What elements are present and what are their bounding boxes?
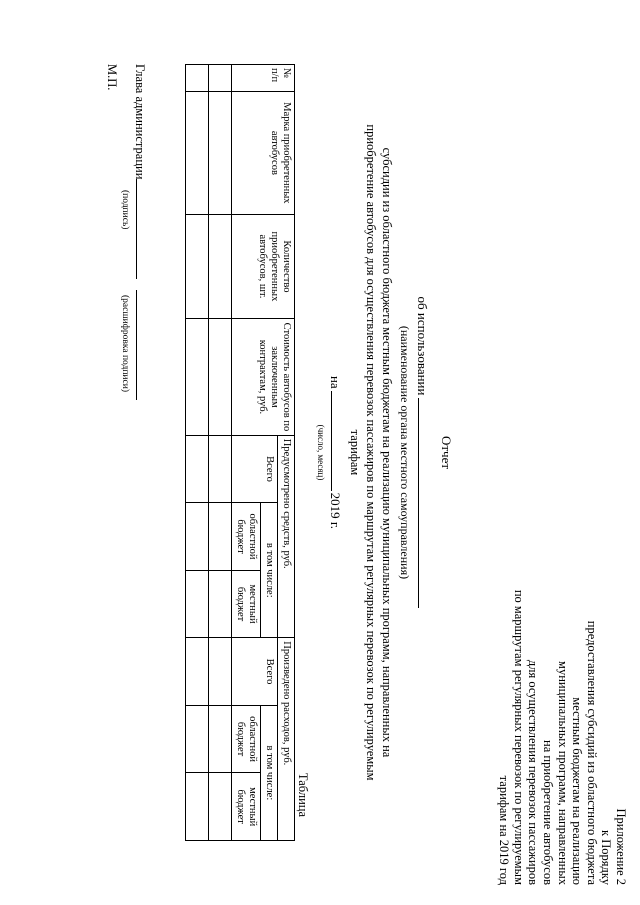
table-cell[interactable] [209,638,232,706]
appendix-line: для осуществления перевозок пассажиров [526,659,541,885]
table-cell[interactable] [209,705,232,773]
header-spent: Произведено расходов, руб. [278,638,295,841]
subject-line-1: субсидии из областного бюджета местным бюджетам на реализацию муниципальных программ, направленных на [380,147,394,758]
table-cell[interactable] [209,92,232,215]
appendix-line: на приобретение автобусов [541,740,556,885]
appendix-line: тарифам на 2019 год [497,775,512,885]
header-brand: Марка приобретенных автобусов [232,92,295,215]
appendix-header [497,590,628,885]
signature-caption: (подпись) [120,190,130,230]
decode-caption: (расшифровка подписи) [120,295,130,392]
organization-blank[interactable] [418,398,430,608]
table-cell[interactable] [186,638,209,706]
subject-line-2: приобретение автобусов для осуществления перевозок пассажиров по маршрутам регулярных перевозок по регулируемым [364,124,378,781]
header-planned-including: в том числе: [261,503,278,638]
header-spent-total: Всего [232,638,278,706]
table-row [186,65,209,841]
header-cost: Стоимость автобусов по заключенным контрактам, руб. [232,319,295,436]
date-suffix: 2019 г. [328,492,343,530]
signature-blank[interactable] [136,179,148,279]
table-cell[interactable] [209,435,232,503]
organization-caption: (наименование органа местного самоуправления) [398,325,412,580]
usage-line [414,0,430,905]
date-line [327,0,343,905]
subject-line-3: тарифам [348,429,362,476]
decode-blank[interactable] [136,290,148,400]
table-cell[interactable] [186,705,209,773]
appendix-line: к Порядку [599,830,614,885]
usage-prefix: об использовании [415,296,430,396]
header-num: № п/п [232,65,295,92]
table-cell[interactable] [209,503,232,571]
header-planned-regional: областной бюджет [232,503,261,571]
header-planned: Предусмотрено средств, руб. [278,435,295,638]
table-label: Таблица [296,772,310,817]
table-cell[interactable] [186,214,209,318]
table-cell[interactable] [209,319,232,436]
header-spent-local: местный бюджет [232,773,261,841]
header-spent-regional: областной бюджет [232,705,261,773]
appendix-line: предоставления субсидий из областного бюджета [584,620,599,885]
date-prefix: на [328,375,343,389]
header-spent-including: в том числе: [261,705,278,840]
table-cell[interactable] [209,65,232,92]
table-cell[interactable] [186,435,209,503]
appendix-line: муниципальных программ, направленных [555,661,570,885]
date-caption: (число, месяц) [316,424,326,481]
table-cell[interactable] [209,570,232,638]
header-quantity: Количество приобретенных автобусов, шт. [232,214,295,318]
table-row [209,65,232,841]
stamp-place: М.П. [105,64,119,91]
table-cell[interactable] [186,319,209,436]
table-cell[interactable] [186,570,209,638]
table-cell[interactable] [186,65,209,92]
header-planned-total: Всего [232,435,278,503]
table-cell[interactable] [209,214,232,318]
table-cell[interactable] [186,92,209,215]
date-blank[interactable] [331,391,343,491]
signature-row [132,64,148,279]
appendix-line: местным бюджетам на реализацию [570,697,585,885]
head-label: Глава администрации [133,64,147,180]
table-cell[interactable] [209,773,232,841]
report-title: Отчет [439,435,454,470]
table-cell[interactable] [186,503,209,571]
decode-blank-wrap [132,290,148,400]
report-table [185,64,295,841]
appendix-line: Приложение 2 [614,808,628,885]
appendix-line: по маршрутам регулярных перевозок по регулируемым [511,589,526,885]
table-header-row [278,65,295,841]
table-cell[interactable] [186,773,209,841]
header-planned-local: местный бюджет [232,570,261,638]
